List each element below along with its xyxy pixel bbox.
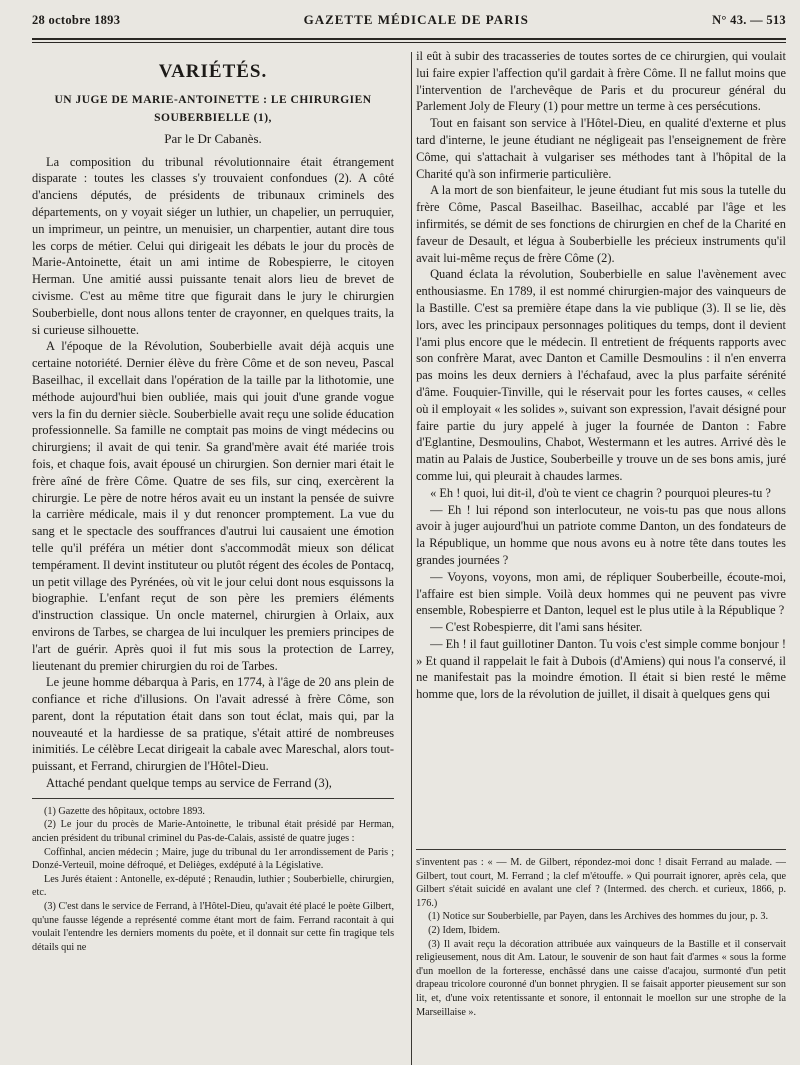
footnote: (2) Idem, Ibidem. <box>428 924 500 936</box>
dialogue-line: — Eh ! il faut guillotiner Danton. Tu vois c'est simple comme bonjour ! » Et quand il rappelait le fait à Dubois (d'Amiens) qui nous l'a conservé, il ne manifestait pas la moindre émotion. Il était si bien resté le même homme que, lors de la révolution de juillet, il disait à quelques gens qui <box>416 636 786 702</box>
article-author: Par le Dr Cabanès. <box>164 130 262 146</box>
header-rule-thin <box>32 42 786 43</box>
dialogue-line: — Eh ! lui répond son interlocuteur, ne vois-tu pas que nous allons avoir à juger aujourd'hui un patriote comme Danton, un des fondateurs de la République, un homme que nous avons eu à notre tête dans toutes les grandes journées ? <box>416 502 786 567</box>
paragraph: il eût à subir des tracasseries de toutes sortes de ce chirurgien, qui voulait lui faire expier l'affection qu'il gardait à frère Côme. Il ne fallut moins que l'intervention de l'archevêque de Paris et du procureur général du Parlement Joly de Fleury (1) pour mettre un terme à ces persécutions. <box>416 49 786 114</box>
left-column <box>32 48 394 1065</box>
section-title: VARIÉTÉS. <box>158 61 268 82</box>
paragraph: A l'époque de la Révolution, Souberbielle avait déjà acquis une certaine notoriété. Dernier élève du frère Côme et de son neveu, Pascal Baseilhac, il excellait dans l'opération de la taille par la lithotomie, une méthode aujourd'hui bien oubliée, mais qui jouit d'une grande vogue vers la fin du dernier siècle. Souberbielle avait reçu une solide éducation professionnelle. Sa famille ne comptait pas moins de vingt médecins ou chirurgiens; il avait de qui tenir. Sa grand'mère avait été mariée trois fois, et chaque fois, avait épousé un chirurgien. Son dernier mari était le frère aîné de frère Côme. Quatre de ses fils, sur cinq, exercèrent la chirurgie. Le père de notre héros avait eu un instant la pensée de suivre la carrière médicale, mais il y dut renoncer promptement. La vue du sang et le spectacle des souffrances d'autrui lui causaient une émotion telle qu'il préféra un métier dont s'accommodât mieux son délicat tempérament. Il devint instituteur ou plutôt régent des écoles de Pontacq, un petit village des Pyrénées, où vit le jour celui dont nous esquissons la biographie. L'enfant reçut de son père les premiers éléments d'instruction classique. Un oncle maternel, chirurgien à Orlaix, aux environs de Tarbes, se chargea de lui inculquer les premiers principes de l'art de guérir. Après quoi il fut mis sous la protection de Larrey, lieutenant du premier chirurgien du roi de Tarbes. <box>32 339 395 673</box>
footnote: (3) C'est dans le service de Ferrand, à l'Hôtel-Dieu, qu'avait été placé le poète Gilbert, qu'une fausse légende a représenté comme étant mort de faim. Ferrand racontait à qui voulait l'entendre les derniers moments du poète, et il donnait sur cette fin tragique tels détails qui ne <box>32 901 395 953</box>
right-column-body <box>416 48 786 843</box>
footnote: (1) Notice sur Souberbielle, par Payen, dans les Archives des hommes du jour, p. 3. <box>428 911 769 923</box>
footnotes-left <box>32 805 394 955</box>
dialogue-line: — C'est Robespierre, dit l'ami sans hésiter. <box>430 620 643 635</box>
footnotes-right <box>416 856 786 1019</box>
journal-title: GAZETTE MÉDICALE DE PARIS <box>303 12 529 27</box>
header-rule <box>32 38 786 40</box>
article-columns <box>32 48 786 1065</box>
footnote: (1) Gazette des hôpitaux, octobre 1893. <box>44 805 205 817</box>
footnote-separator <box>32 798 394 799</box>
paragraph: Tout en faisant son service à l'Hôtel-Dieu, en qualité d'externe et plus tard d'interne, le jeune étudiant ne négligeait pas l'enseignement de frère Côme, qui s'attachait à vulgariser ses méthodes tant à l'hôpital de la Charité qu'à son infirmerie particulière. <box>416 116 786 181</box>
paragraph: Quand éclata la révolution, Souberbielle en salue l'avènement avec enthousiasme. En 1789, il est nommé chirurgien-major des vainqueurs de la Bastille. C'est sa première étape dans la vie publique (3). Il se lie, dès lors, avec les principaux personnages politiques du temps, dont il devient l'ami plus encore que le médecin. Il entretient de fréquents rapports avec son confrère Marat, avec Danton et Camille Desmoulins : il n'en enverra pas moins les deux derniers à l'échafaud, avec la plus parfaite sérénité d'âme. Fouquier-Tinville, qui le réservait pour les fortes causes, « celles où il employait « les solides », suivant son expression, l'avait désigné pour faire partie du jury appelé à juger la fournée de Danton : Fabre d'Eglantine, Desmoulins, Chabot, Westermann et les autres. Arrivé dès le matin au Palais de Justice, Souberbeille y trouve un de ses bons amis, juré comme lui, qui pleurait à chaudes larmes. <box>416 267 786 483</box>
footnote: (3) Il avait reçu la décoration attribuée aux vainqueurs de la Bastille et il conservait religieusement, nous dit Am. Latour, le souvenir de son haut fait d'armes « sous la forme d'un moellon de la forteresse, enchâssé dans une caisse d'acajou, surmonté d'un petit drapeau tricolore couronné d'un bonnet phrygien. Il se faisait apporter pieusement sur son lit, et, d'une voix retentissante et sonore, il entonnait le moellon sur une strophe de la Marseillaise ». <box>416 938 786 1018</box>
article-title: UN JUGE DE MARIE-ANTOINETTE : LE CHIRURGIEN SOUBERBIELLE (1), <box>54 93 372 124</box>
paragraph: Le jeune homme débarqua à Paris, en 1774, à l'âge de 20 ans plein de confiance et riche d'illusions. On l'avait adressé à frère Côme, son parent, dont la réputation était dans son tout éclat, mais qui, par la nouveauté et la hardiesse de sa pratique, s'était attiré de nombreuses inimitiés. Le célèbre Lecat dirigeait la cabale avec Mareschal, alors tout-puissant, et Ferrand, chirurgien de l'Hôtel-Dieu. <box>32 675 395 774</box>
footnote: Les Jurés étaient : Antonelle, ex-député ; Renaudin, luthier ; Souberbielle, chirurgien, etc. <box>32 873 395 899</box>
paragraph: La composition du tribunal révolutionnaire était étrangement disparate : toutes les classes s'y trouvaient confondues (2). A côté d'anciens députés, de présidents de tribunaux criminels des départements, on y voyait siéger un luthier, un chapelier, un perruquier, un imprimeur, un peintre, un menuisier, un charpentier, autant dire tous les corps de métier. Celui qui dirigeait les débats le jour du procès de Marie-Antoinette, était un ami intime de Robespierre, le citoyen Herman. Une amitié aussi puissante tenait alors lieu de brevet de civisme. C'est au même titre que figurait dans le jury le chirurgien Souberbielle, dont nous allons tenter de crayonner, en quelques traits, la si curieuse silhouette. <box>32 154 395 337</box>
header-date: 28 octobre 1893 <box>32 13 121 27</box>
footnote: (2) Le jour du procès de Marie-Antoinette, le tribunal était présidé par Herman, ancien président du tribunal criminel du Pas-de-Calais, assisté de quatre juges : <box>32 819 395 845</box>
issue-number: N° 43. — 513 <box>712 13 786 27</box>
dialogue-line: — Voyons, voyons, mon ami, de répliquer Souberbeille, écoute-moi, l'affaire est bien simple. Voilà deux hommes qui ne peuvent pas vivre ensemble, Robespierre et Danton, lequel est le plus utile à la République ? <box>416 569 786 618</box>
page-header <box>32 12 786 32</box>
footnote: s'inventent pas : « — M. de Gilbert, répondez-moi donc ! disait Ferrand au malade. — Gilbert, tout court, M. Ferrand ; la clef m'étouffe. » Qui pourrait ignorer, après cela, que Gilbert s'était suicidé en avalant une clef ? (Intermed. des cherch. et curieux, 1866, p. 176.) <box>416 857 786 909</box>
right-column <box>416 48 786 1065</box>
paragraph: Attaché pendant quelque temps au service de Ferrand (3), <box>46 776 332 791</box>
dialogue-line: « Eh ! quoi, lui dit-il, d'où te vient ce chagrin ? pourquoi pleures-tu ? <box>430 485 771 500</box>
footnote: Coffinhal, ancien médecin ; Maire, juge du tribunal du 1er arrondissement de Paris ; Donzé-Verteuil, moine défroqué, et Delièges, exdéputé à la Législative. <box>32 846 395 872</box>
footnote-separator <box>416 849 786 850</box>
paragraph: A la mort de son bienfaiteur, le jeune étudiant fut mis sous la tutelle du frère Côme, Pascal Baseilhac. Baseilhac, accablé par l'âge et les infirmités, se démit de ses fonctions de chirurgien en chef de la Charité en faveur de Desault, et légua à Souberbielle les précieux instruments qu'il avait lui-même reçus de frère Côme (2). <box>416 183 786 265</box>
